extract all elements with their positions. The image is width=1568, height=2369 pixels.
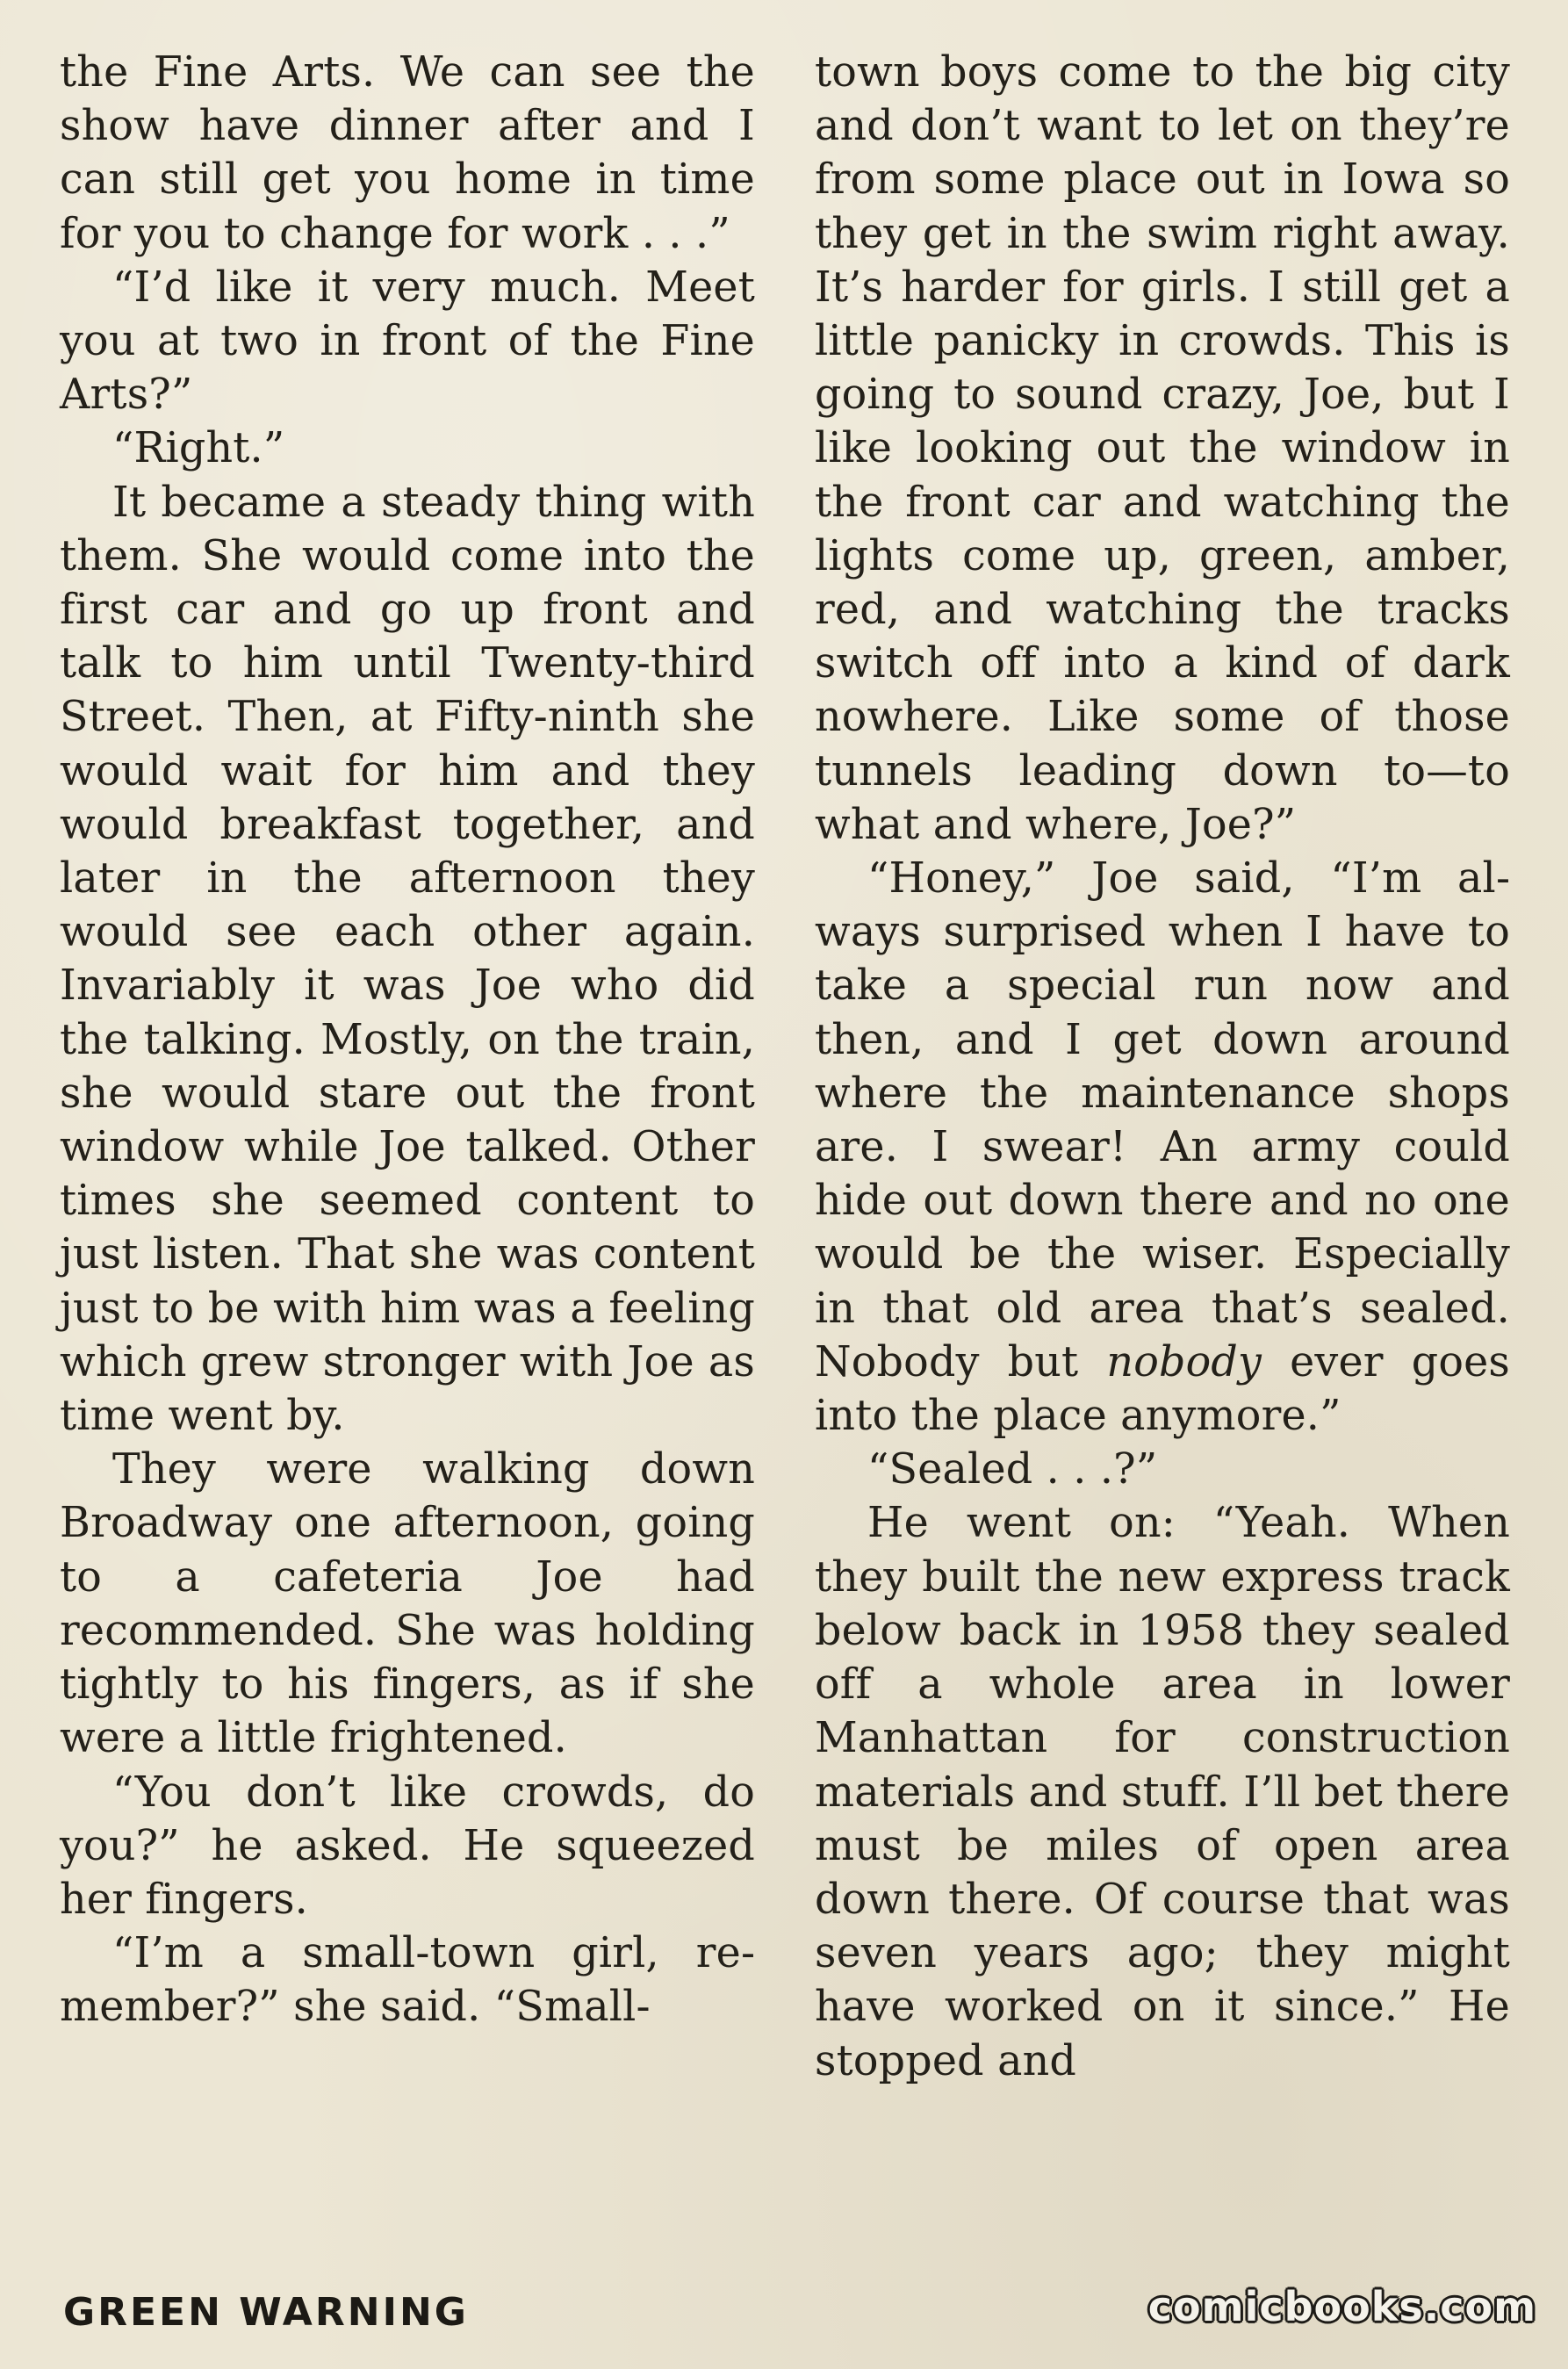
paragraph: town boys come to the big city and don’t want to let on they’re from some place out in Iowa so they get in the swim right away. It’s harder for girls. I still get a little panicky in crowds. This is going to sound crazy, Joe, but I like looking out the window in the front car and watching the lights come up, green, amber, red, and watching the tracks switch off into a kind of dark nowhere. Like some of those tunnels leading down to—to what and where, Joe?” (815, 48, 1510, 849)
paragraph: “I’m a small-town girl, remember?” she said. “Small- (60, 1929, 755, 2032)
paragraph: “Right.” (112, 424, 285, 473)
paragraph-text: ever goes into the place anymore.” (815, 1337, 1511, 1441)
running-title: GREEN WARNING (63, 2290, 469, 2335)
paragraph (815, 852, 1510, 1443)
paragraph: He went on: “Yeah. When they built the new express track below back in 1958 they sealed off a whole area in lower Manhattan for construction materials and stuff. I’ll bet there must be miles of open area down there. Of course that was seven years ago; they might have worked on it since.” He stopped and (815, 1499, 1510, 2085)
left-text-column (60, 46, 755, 2034)
paragraph: “You don’t like crowds, do you?” he asked. He squeezed her fingers. (60, 1768, 755, 1924)
paragraph: “Sealed . . .?” (867, 1445, 1158, 1494)
emphasis-text: nobody (1106, 1337, 1262, 1386)
paragraph: They were walking down Broadway one afternoon, going to a cafeteria Joe had recommended. She was holding tightly to his fingers, as if she were a little frightened. (60, 1445, 755, 1763)
paragraph: the Fine Arts. We can see the show have dinner after and I can still get you home in time for you to change for work . . .” (60, 48, 755, 258)
paragraph: It became a steady thing with them. She would come into the first car and go up front and talk to him until Twenty-third Street. Then, at Fifty-ninth she would wait for him and they would breakfast together, and later in the afternoon they would see each other again. Invariably it was Joe who did the talking. Mostly, on the train, she would stare out the front window while Joe talked. Other times she seemed content to just listen. That she was content just to be with him was a feeling which grew stronger with Joe as time went by. (60, 478, 755, 1441)
watermark-logo: comicbooks.com (1147, 2283, 1536, 2330)
paragraph: “I’d like it very much. Meet you at two in front of the Fine Arts?” (60, 263, 755, 420)
right-text-column (815, 46, 1510, 2088)
paragraph-text: “Honey,” Joe said, “I’m always surprised when I have to take a special run now and then, and I get down around where the maintenance shops are. I swear! An army could hide out down there and no one would be the wiser. Especially in that old area that’s sealed. Nobody but (815, 854, 1510, 1386)
